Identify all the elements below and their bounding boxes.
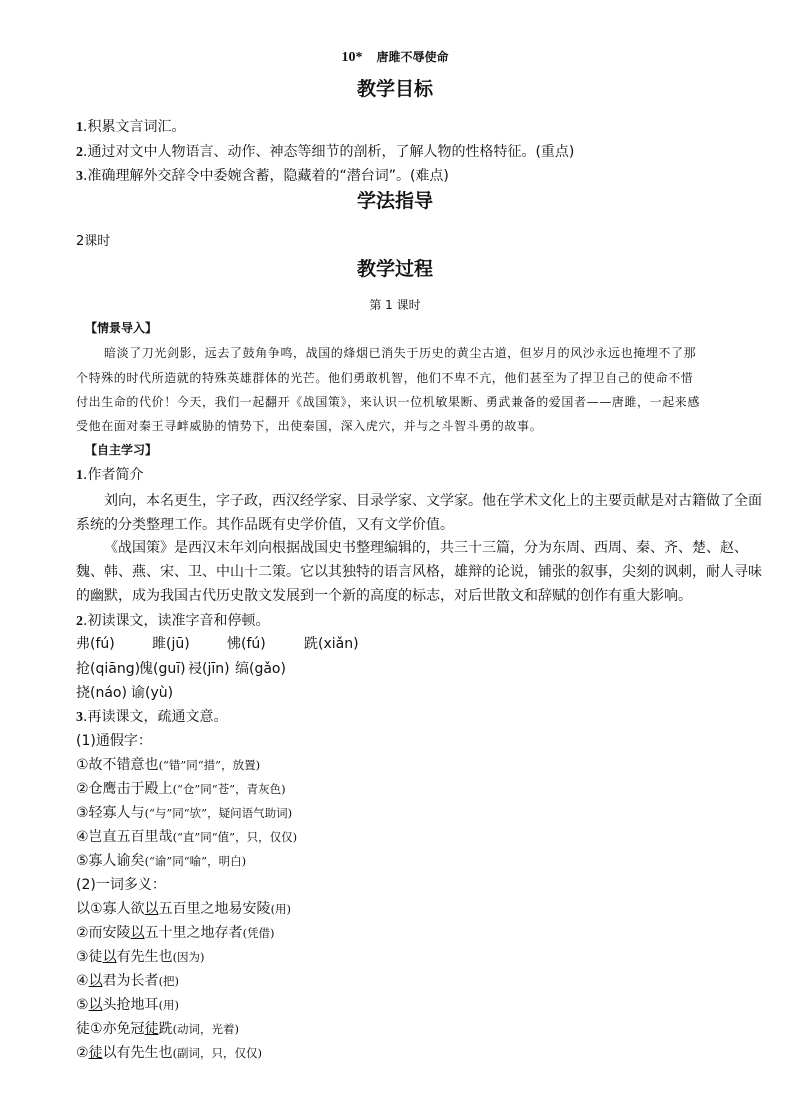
method-text: 2课时 <box>76 234 111 249</box>
pinyin-word: 谕(yù) <box>131 685 174 701</box>
polysemy-item: 以①寡人欲以五百里之地易安陵(用) <box>76 901 292 917</box>
author-line: 刘向，本名更生，字子政，西汉经学家、目录学家、文学家。他在学术文化上的主要贡献是对古籍做了全面 <box>104 493 762 509</box>
goal-item: 3.准确理解外交辞令中委婉含蓄，隐藏着的“潜台词”。(难点) <box>76 168 449 184</box>
goal-item: 1.积累文言词汇。 <box>76 119 186 135</box>
sub-heading-polysemy: (2)一词多义： <box>76 877 166 893</box>
book-line: 的幽默，成为我国古代历史散文发展到一个新的高度的标志，对后世散文和辞赋的创作有重大影响。 <box>76 588 692 604</box>
tongjia-item: ②仓鹰击于殿上(“仓”同“苍”，青灰色) <box>76 781 286 797</box>
pinyin-word: 跣(xiǎn) <box>304 636 359 652</box>
intro-line: 个特殊的时代所造就的特殊英雄群体的光芒。他们勇敢机智，他们不卑不亢，他们甚至为了捍卫自己的使命不惜 <box>76 371 694 385</box>
tongjia-item: ③轻寡人与(“与”同“欤”，疑问语气助词) <box>76 805 293 821</box>
lesson-number: 10* <box>341 50 363 65</box>
pinyin-word: 祲(jīn) <box>188 661 230 677</box>
intro-line: 付出生命的代价！今天，我们一起翻开《战国策》，来认识一位机敏果断、勇武兼备的爱国者——唐雎，一起来感 <box>76 395 701 409</box>
pinyin-word: 抢(qiāng) <box>76 661 141 677</box>
item-author: 1.作者简介 <box>76 467 144 483</box>
intro-line: 受他在面对秦王寻衅威胁的情势下，出使秦国，深入虎穴，并与之斗智斗勇的故事。 <box>76 419 543 433</box>
pinyin-word: 弗(fú) <box>76 636 115 652</box>
intro-line: 暗淡了刀光剑影，远去了鼓角争鸣，战国的烽烟已消失于历史的黄尘古道，但岁月的风沙永远也掩埋不了那 <box>104 346 697 360</box>
pinyin-word: 雎(jū) <box>152 636 190 652</box>
polysemy-item: ②徒以有先生也(副词，只，仅仅) <box>76 1045 263 1061</box>
book-line: 《战国策》是西汉末年刘向根据战国史书整理编辑的，共三十三篇，分为东周、西周、秦、齐、楚、赵、 <box>104 540 748 556</box>
polysemy-item: ③徒以有先生也(因为) <box>76 949 205 965</box>
pinyin-word: 怫(fú) <box>227 636 266 652</box>
item-first-reading: 2.初读课文，读准字音和停顿。 <box>76 613 270 629</box>
polysemy-item: 徒①亦免冠徒跣(动词，光着) <box>76 1021 240 1037</box>
pinyin-word: 挠(náo) <box>76 685 127 701</box>
book-line: 魏、韩、燕、宋、卫、中山十二策。它以其独特的语言风格，雄辩的论说，铺张的叙事，尖刻的讽刺，耐人寻味 <box>76 564 762 580</box>
polysemy-item: ④以君为长者(把) <box>76 973 180 989</box>
section-title-process: 教学过程 <box>356 258 433 280</box>
pinyin-word: 傀(guī) <box>139 661 186 677</box>
sub-heading-tongjia: (1)通假字： <box>76 733 152 749</box>
lesson-header <box>0 48 790 66</box>
polysemy-item: ⑤以头抢地耳(用) <box>76 997 180 1013</box>
author-line: 系统的分类整理工作。其作品既有史学价值，又有文学价值。 <box>76 517 454 533</box>
period-subtitle: 第 1 课时 <box>369 298 421 312</box>
goal-item: 2.通过对文中人物语言、动作、神态等细节的剖析，了解人物的性格特征。(重点) <box>76 144 575 160</box>
tongjia-item: ①故不错意也(“错”同“措”，放置) <box>76 757 261 773</box>
item-second-reading: 3.再读课文，疏通文意。 <box>76 709 228 725</box>
section-title-goals: 教学目标 <box>356 78 433 100</box>
tongjia-item: ④岂直五百里哉(“直”同“值”，只，仅仅) <box>76 829 298 845</box>
polysemy-item: ②而安陵以五十里之地存者(凭借) <box>76 925 275 941</box>
tongjia-item: ⑤寡人谕矣(“谕”同“喻”，明白) <box>76 853 247 869</box>
tag-self-study: 【自主学习】 <box>85 443 158 457</box>
lesson-title: 唐雎不辱使命 <box>376 50 449 64</box>
pinyin-word: 缟(gǎo) <box>235 661 286 677</box>
section-title-method: 学法指导 <box>356 190 433 212</box>
tag-intro: 【情景导入】 <box>85 321 158 335</box>
